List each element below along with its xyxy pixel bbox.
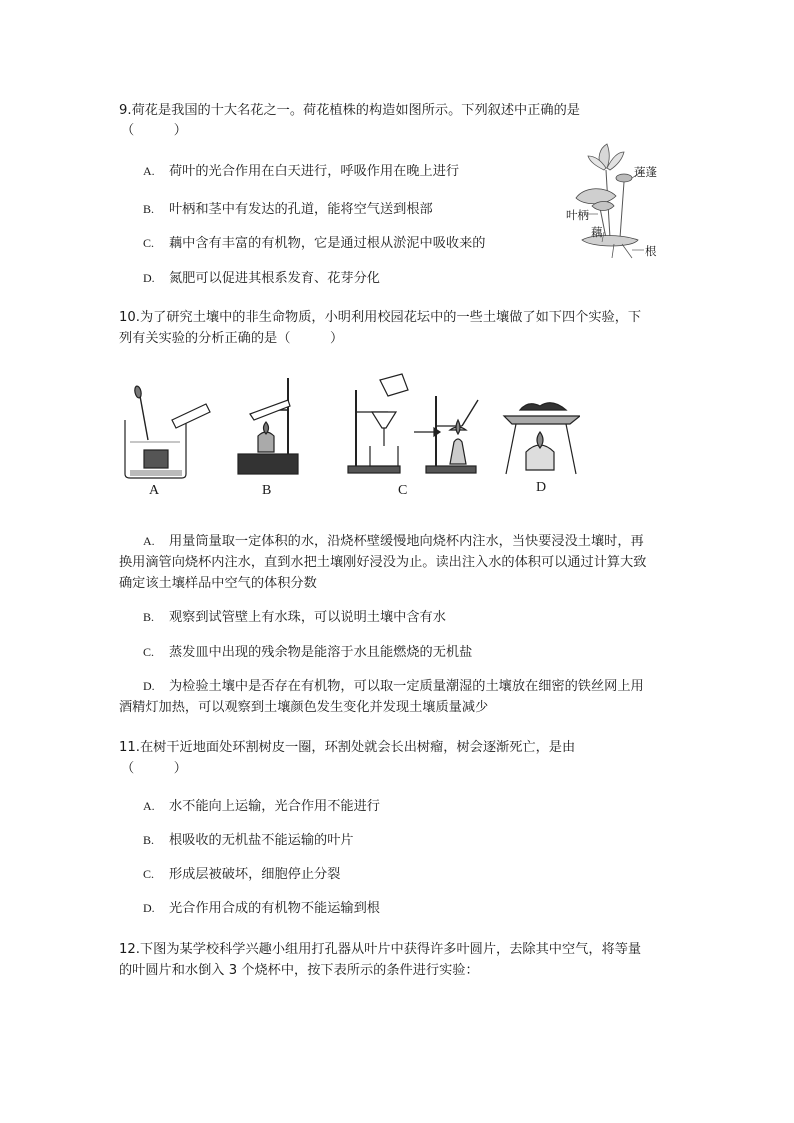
option-text: 为检验土壤中是否存在有机物，可以取一定质量潮湿的土壤放在细密的铁丝网上用	[169, 679, 644, 694]
q11-option-a	[143, 795, 380, 814]
figure-label-c: C	[398, 483, 408, 498]
q10-option-b	[143, 606, 446, 625]
option-text: 用量筒量取一定体积的水，沿烧杯壁缓慢地向烧杯内注水，当快要浸没土壤时，再	[169, 534, 644, 549]
option-letter: A.	[143, 534, 155, 548]
option-letter: B.	[143, 202, 155, 216]
option-text: 水不能向上运输，光合作用不能进行	[169, 799, 380, 814]
option-text: 根吸收的无机盐不能运输的叶片	[169, 833, 354, 848]
lotus-label-yebing: 叶柄	[566, 208, 589, 222]
option-text: 观察到试管壁上有水珠，可以说明土壤中含有水	[169, 610, 446, 625]
option-letter: B.	[143, 833, 155, 847]
q11-option-d	[143, 897, 380, 916]
figure-label-a: A	[149, 483, 160, 498]
q10-option-a-line1	[143, 530, 644, 549]
option-letter: D.	[143, 901, 155, 915]
q10-option-a-line2: 换用滴管向烧杯内注水，直到水把土壤刚好浸没为止。读出注入水的体积可以通过计算大致	[119, 555, 647, 570]
lotus-label-ou: 藕	[591, 225, 603, 239]
option-letter: C.	[143, 236, 155, 250]
q9-answer-paren: （ ）	[121, 123, 187, 138]
q11-option-b	[143, 829, 354, 848]
q12-stem-line1: 12.下图为某学校科学兴趣小组用打孔器从叶片中获得许多叶圆片，去除其中空气，将等量	[119, 942, 642, 957]
q10-option-c	[143, 641, 472, 660]
figure-label-d: D	[536, 480, 547, 495]
q11-answer-paren: （ ）	[121, 761, 187, 776]
lotus-label-lianpeng: 莲蓬	[634, 165, 657, 179]
q10-stem-line2: 列有关实验的分析正确的是（ ）	[119, 331, 344, 346]
option-letter: B.	[143, 610, 155, 624]
option-letter: D.	[143, 271, 155, 285]
q9-option-c	[143, 232, 486, 251]
option-text: 叶柄和茎中有发达的孔道，能将空气送到根部	[169, 202, 433, 217]
apparatus-a	[125, 386, 210, 478]
option-text: 氮肥可以促进其根系发育、花芽分化	[169, 271, 380, 286]
option-text: 光合作用合成的有机物不能运输到根	[169, 901, 380, 916]
q9-option-d	[143, 267, 380, 286]
option-letter: D.	[143, 679, 155, 693]
option-letter: C.	[143, 645, 155, 659]
q9-stem: 9.荷花是我国的十大名花之一。荷花植株的构造如图所示。下列叙述中正确的是	[119, 103, 580, 118]
option-text: 形成层被破坏，细胞停止分裂	[169, 867, 341, 882]
apparatus-c	[348, 374, 478, 473]
q10-option-d-line1	[143, 675, 644, 694]
apparatus-d	[504, 403, 580, 474]
q10-option-d-line2: 酒精灯加热，可以观察到土壤颜色发生变化并发现土壤质量减少	[119, 700, 489, 715]
option-letter: A.	[143, 799, 155, 813]
option-text: 荷叶的光合作用在白天进行，呼吸作用在晚上进行	[169, 164, 460, 179]
q11-stem: 11.在树干近地面处环割树皮一圈，环割处就会长出树瘤，树会逐渐死亡，是由	[119, 740, 576, 755]
figure-label-b: B	[262, 483, 272, 498]
q9-option-b	[143, 198, 433, 217]
q11-option-c	[143, 863, 340, 882]
option-letter: A.	[143, 164, 155, 178]
q9-option-a	[143, 160, 459, 179]
lotus-label-gen: 根	[645, 244, 657, 258]
q12-stem-line2: 的叶圆片和水倒入 3 个烧杯中，按下表所示的条件进行实验：	[119, 963, 479, 978]
apparatus-b	[238, 378, 298, 474]
q10-stem-line1: 10.为了研究土壤中的非生命物质，小明利用校园花坛中的一些土壤做了如下四个实验，下	[119, 310, 642, 325]
option-text: 藕中含有丰富的有机物，它是通过根从淤泥中吸收来的	[169, 236, 486, 251]
soil-experiment-figure	[120, 370, 580, 502]
option-letter: C.	[143, 867, 155, 881]
option-text: 蒸发皿中出现的残余物是能溶于水且能燃烧的无机盐	[169, 645, 473, 660]
q10-option-a-line3: 确定该土壤样品中空气的体积分数	[119, 576, 317, 591]
